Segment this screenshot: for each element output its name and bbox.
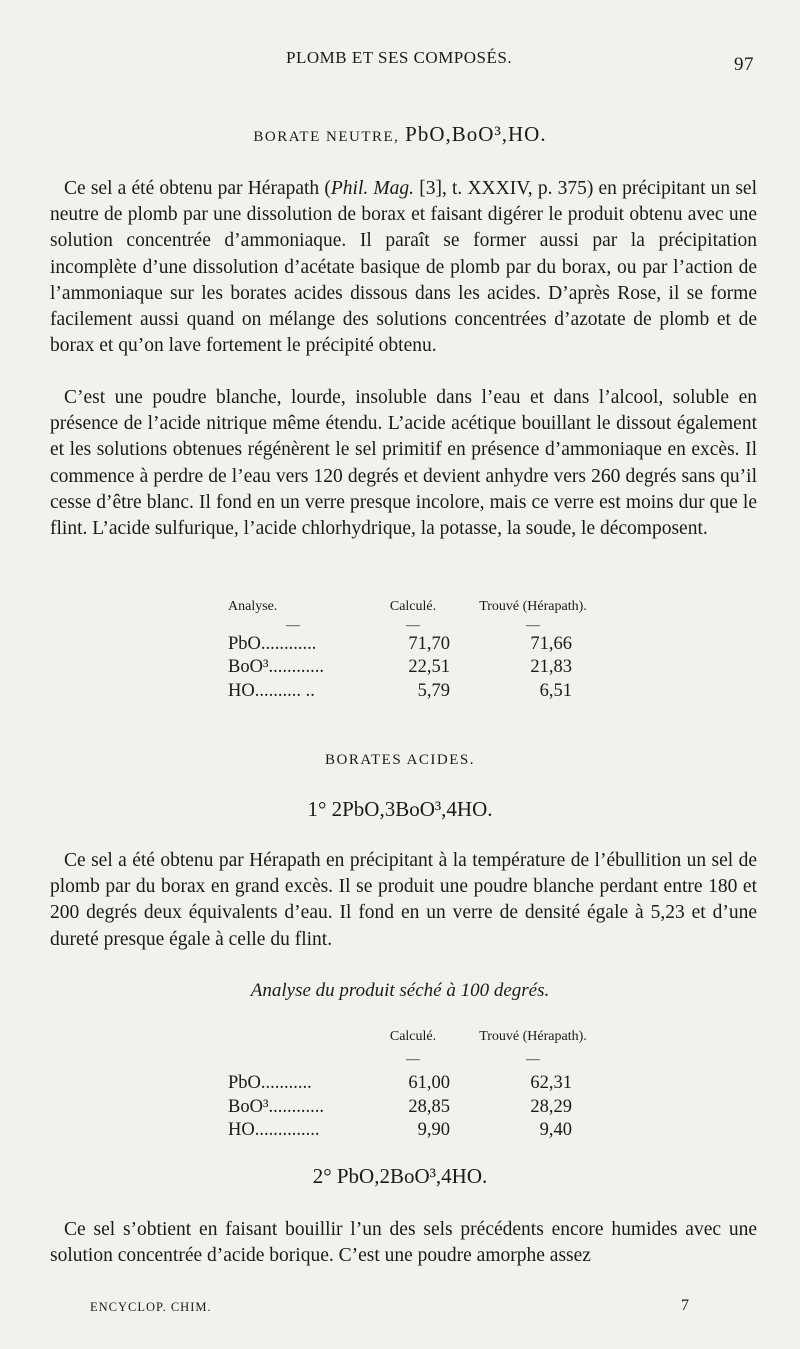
para1-reference: Phil. Mag. — [330, 178, 415, 199]
subsection-formula-2: 2° PbO,2BoO³,4HO. — [312, 1164, 488, 1188]
paragraph-acid-borate-2: Ce sel s’obtient en faisant bouillir l’un des sels précédents encore humides avec une solution concentrée d’acide borique. C’est une poudre amorphe assez — [50, 1219, 757, 1267]
row-found: 6,51 — [539, 680, 572, 701]
row-calc: 5,79 — [417, 680, 450, 701]
para1-text-b: [3], t. XXXIV, p. 375) en précipitant un sel neutre de plomb par une dissolution de borax et faisant digérer le produit obtenu avec une solution concentrée d’ammoniaque. Il paraît se former aussi par la précipitation incomplète d’une dissolution d’acétate basique de plomb par du borax, ou par l’action de l’ammoniaque sur les borates acides dissous dans les acides. D’après Rose, il se forme facilement aussi quand on mélange des solutions concentrées d’azotate de plomb et de borax et qu’on lave fortement le précipité obtenu. — [50, 178, 757, 357]
page-number: 97 — [734, 54, 754, 75]
dash: — — [526, 1052, 540, 1068]
paragraph-properties: C’est une poudre blanche, lourde, insoluble dans l’eau et dans l’alcool, soluble en présence de l’acide nitrique même étendu. L’acide acétique bouillant le dissout également et les solutions obtenues régénèrent le sel primitif en présence d’ammoniaque en excès. Il commence à perdre de l’eau vers 120 degrés et devient anhydre vers 260 degrés sans qu’il cesse d’être blanc. Il fond en un verre presque incolore, mais ce verre est moins dur que le flint. L’acide sulfurique, l’acide chlorhydrique, la potasse, la soude, le décomposent. — [50, 387, 757, 540]
row-substance: PbO — [228, 633, 261, 654]
row-leader: ............ — [260, 633, 317, 654]
row-calc: 61,00 — [408, 1073, 450, 1094]
row-found: 28,29 — [530, 1096, 572, 1117]
col-header-trouve: Trouvé (Hérapath). — [479, 598, 587, 614]
table-row — [228, 1119, 598, 1143]
row-substance: HO — [228, 1120, 255, 1141]
subsection-formula-1: 1° 2PbO,3BoO³,4HO. — [307, 797, 493, 821]
para1-text-a: Ce sel a été obtenu par Hérapath ( — [64, 178, 331, 199]
analysis-heading: Analyse du produit séché à 100 degrés. — [250, 980, 550, 1001]
dash: — — [406, 1052, 420, 1068]
row-substance: HO — [228, 680, 255, 701]
analysis-table-acid-1 — [228, 1025, 598, 1143]
col-header-calcule: Calculé. — [389, 1028, 437, 1044]
section-title-borate-neutre — [0, 122, 800, 147]
title-prefix: BORATE NEUTRE, — [253, 129, 400, 145]
title-formula: PbO,BoO³,HO. — [405, 122, 547, 146]
col-header-empty — [228, 1025, 358, 1049]
row-calc: 71,70 — [408, 633, 450, 654]
row-leader: .......... .. — [254, 680, 315, 701]
row-substance: BoO³ — [228, 657, 269, 678]
dash: — — [406, 617, 420, 633]
dash: — — [286, 617, 300, 633]
row-leader: ............ — [268, 1096, 324, 1117]
table-row — [228, 680, 598, 704]
table-row — [228, 633, 598, 657]
row-leader: ............ — [268, 657, 324, 678]
running-title: PLOMB ET SES COMPOSÉS. — [286, 48, 513, 67]
row-calc: 28,85 — [408, 1096, 450, 1117]
row-substance: BoO³ — [228, 1096, 269, 1117]
paragraph-acid-borate-1: Ce sel a été obtenu par Hérapath en précipitant à la température de l’ébullition un sel de plomb par du borax en grand excès. Il se produit une poudre blanche perdant entre 180 et 200 degrés deux équivalents d’eau. Il fond en un verre de densité égale à 5,23 et d’une dureté presque égale à celle du flint. — [50, 850, 757, 950]
row-found: 21,83 — [530, 657, 572, 678]
paragraph-preparation — [50, 176, 757, 359]
row-found: 71,66 — [530, 633, 572, 654]
page-header — [50, 48, 754, 78]
table-row — [228, 656, 598, 680]
table-row — [228, 1072, 598, 1096]
col-header-trouve: Trouvé (Hérapath). — [479, 1028, 587, 1044]
row-substance: PbO — [228, 1073, 261, 1094]
footer-signature-number: 7 — [681, 1297, 689, 1314]
col-header-analyse: Analyse. — [228, 598, 278, 614]
row-calc: 22,51 — [408, 657, 450, 678]
row-leader: .............. — [254, 1120, 320, 1141]
row-calc: 9,90 — [417, 1120, 450, 1141]
row-found: 62,31 — [530, 1073, 572, 1094]
row-leader: ........... — [260, 1073, 312, 1094]
section-title-borates-acides: BORATES ACIDES. — [324, 752, 476, 768]
analysis-table-neutral — [228, 595, 598, 703]
row-found: 9,40 — [539, 1120, 572, 1141]
dash: — — [526, 617, 540, 633]
footer-signature: ENCYCLOP. CHIM. — [90, 1300, 212, 1314]
table-row — [228, 1096, 598, 1120]
col-header-calcule: Calculé. — [389, 598, 437, 614]
